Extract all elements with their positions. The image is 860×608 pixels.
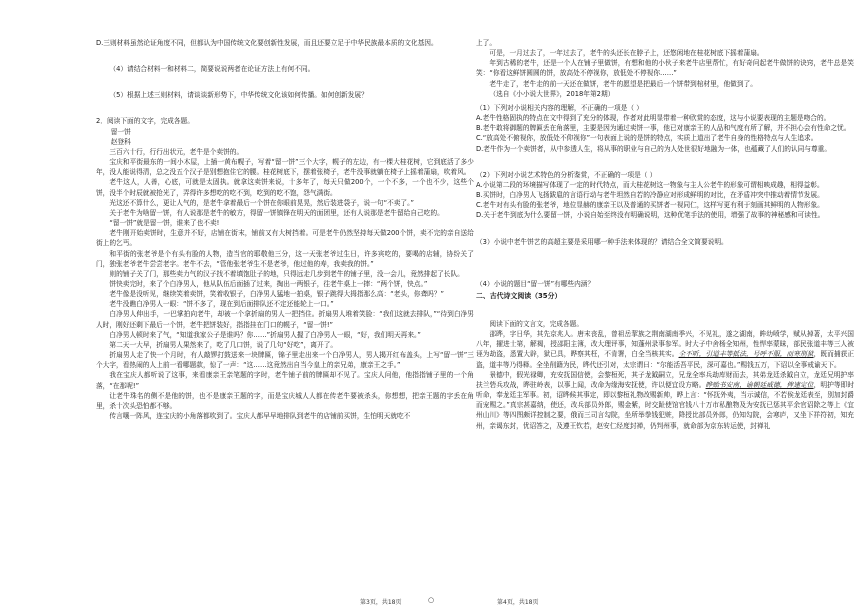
answer-space: [476, 247, 854, 263]
paragraph: “留一饼”就是留一饼，谁来了也不卖!: [109, 219, 220, 228]
paragraph: C.老牛对有头有脸的张老爷，地位显赫的康亲王以及普通的买饼者一视同仁，这样写更有利于刻画其鲜明的人物形象。: [476, 201, 824, 210]
paragraph: 赵登科: [110, 137, 131, 146]
paragraph: 关于老牛为啥留一饼，有人说那是老牛的敏方，得留一饼镇锋在明天的面团里，还有人说那是老牛留给自己吃的。: [109, 208, 444, 217]
paragraph: 老牛这人，人善，心底，可就是太固执。就拿这卖饼来说，十多年了，每天只做200个，一个不多，一个也不少，这些个饼，没半个时辰就被抢光了，弄得许多想吃的吃不到，吃到的吃不饱，怨气满街。: [96, 178, 474, 197]
paragraph: B.买饼时，白净男人飞扬跋扈的言语行动与老牛坦然自若的冷静应对形成鲜明的对比，在矛盾冲突中推动着情节发展。: [476, 191, 824, 200]
paragraph: C.“放高处不俯视你，放低处不仰视你”一句表面上说的是饼的特点，实质上道出了老牛自身的性格特点与人生追求。: [476, 134, 818, 143]
answer-space: [96, 100, 474, 116]
paragraph: D.关于老牛到底为什么要留一饼，小说自始至终没有明确说明，这种优笔手法的使用，增强了故事的神秘感和可读性。: [476, 211, 825, 220]
paragraph: 留一饼: [110, 127, 131, 136]
paragraph: 老牛像是没听见，继续笑着卖饼，笑着收银子，白净男人猛地一拍桌，银子跳得大拇指那么高：“老头，你聋吗？”: [109, 290, 445, 299]
paragraph: 三百六十行，行行出状元，老牛是个卖饼的。: [109, 147, 244, 156]
paragraph: （4）小说的题目“留一饼”有哪些内涵？: [476, 279, 595, 288]
paragraph: 宝庆和平街最东的一间小木屋，上插一黄布幌子，写着“留一饼”三个大字，幌子的左边，有一棵大桂花树，它到底活了多少年，没人能说得清，总之没五个汉子是别想抱住它的腰。桂花树底下，摆着张椅子，老牛没事就躺在椅子上摇着蒲扇，吹着风。: [96, 158, 474, 177]
paragraph: 年到古稀的老牛，还是一个人在铺子里做饼，有想和他的小伙子来老牛店里帮忙，有好奇问起老牛做饼的诀窍，老牛总是笑笑：“你看这鲜饼圆圆的饼，放高处不停视你，放低处不停视你……”: [476, 59, 854, 78]
paragraph: 景德中，假光禄卿，充安抚国信使，会黎桓死，其子龙鉞嗣立，兄龙全率兵劫库财而去，其弟龙廷杀鉞自立，龙廷兄明护率扶兰砦兵攻战，晔驻岭表，以事上闻，改命为缘海安抚使，许以便宜设方略。晔贻书安南，谕朝廷威德，俾速定位，明护等即时听命，奉龙廷主军事。初，诏晔候其事定，即以黎桓礼物改赐新帅，晔上言：“怀抚外夷，当示诚信，不若俟龙廷表至，别加封爵而宠赐之。”真宗甚嘉纳，使还，改兵部员外郎，赐金紫，时交趾使馆官钱八十万市私酿物及为安抚已惩其平余官诏除之等上《宜州山川》等四图颇详控制之要，俄而三司言勾院，坐所举拳钱犯赃，降授比部员外郎，仍知勾院，会寒庐，又坐下祥符初，知充州，亲谒东封，优诏答之，及遵王钦若，赵安仁经度封禅，仍判州事，就命部为京东转运使，封禅礼: [476, 370, 855, 430]
paragraph: 老牛没瞧白净男人一眼：“饼不多了，现在到后面排队还不定还能轮上一口。”: [109, 300, 334, 309]
paragraph: 老牛刚开始卖饼时，生意并不好，店铺在街末，铺前又有大树挡着。可是老牛仍然坚持每天做200个饼，卖不完的亲自送给街上的乞丐。: [96, 229, 474, 248]
answer-space: [476, 263, 854, 279]
paragraph: 传言嚷一阵风，连宝庆的小角落都吹到了。宝庆人都早早地排队到老牛的店铺前买饼，生怕明天就吃不: [109, 412, 411, 420]
paragraph: 白净男人伸出手，一巴掌拍向老牛，却被一个拿折扇的男人一把挡住。折扇男人堆着笑脸：“我们这就去排队，”“待到白净男人时，刚好还剩下最后一个饼，老牛把饼装好，指指挂在门口的幌子，“留一饼!”: [96, 310, 474, 329]
left-column: [96, 38, 474, 421]
paragraph: （4）请结合材料一和材料二，简要说说两者在论证方法上有何不同。: [109, 65, 315, 74]
section-heading: 二、古代诗文阅读（35分）: [476, 291, 562, 300]
paragraph: （3）小说中老牛饼艺的高超主要是采用哪一种手法来体现的？请结合全文简要说明。: [476, 237, 728, 246]
answer-space: [96, 48, 474, 64]
paragraph: （5）根据上述三则材料，请谈谈新形势下，中华传统文化该如何传播。如何创新发展？: [109, 91, 368, 100]
paragraph: 光这还不算什么，更让人气的，是老牛拿着最后一个饼在你眼前晃晃，然后装进袋子，说一句“不卖了。”: [109, 198, 414, 207]
answer-space: [476, 303, 854, 319]
paragraph: 第二天一大早，折扇男人果然来了，吃了几口饼，说了几句“好吃”，离开了。: [109, 340, 338, 349]
paragraph: 折扇男人走了快一个月时，有人敲锣打鼓送来一块牌匾，锦子里走出来一个白净男人，男人揭开红布盖头，上写“留一饼”三个大字，看热闹的人上前一看哪题款，惊了一声：“这……这竟然出自当今皇上的亲兄弟，康亲王之手。”: [96, 351, 474, 370]
page-number-right: 第4页，共18页: [497, 599, 539, 606]
paragraph: 让老牛珠名的侧不是他的饼，也不是康亲王题的字，而是宝庆城人人都在传老牛要被杀头，你想想，把亲王题的字丢在角里，杀十次头恐怕都不够。: [96, 391, 474, 410]
paragraph: 邵晔，字日华，其先京兆人。唐末丧乱，曾祖岳挈族之荆南湖南季兴，不见礼，遂之湖南，眸幼喷学，赋从掉著，太平兴国八年，擢进士第，解褐，授邵阳主簿，改大理评事，知蓬州录事参军。时大子中舍杨全知州，性悍率蒙昧，部民张道丰等三人被诬为劫盗，悉置大辟，狱已具，晔察其枉，不肯署，白全当核其实。全不听，引道丰等抵法，号呼不服，而寒刑狱，既而捕获正盗，道丰等乃得释。全坐削籍为民，晔代还引对，太宗谓曰：“尔能活吾平民，深可嘉也。”赐钱五万，下诏以全事戒谕天下。: [476, 330, 855, 369]
paragraph: （选自《小小说大世界》，2018年第2期）: [489, 89, 615, 98]
paragraph: 和平街的张老爷是个有头有脸的人物，造当官的耶敬他三分，这一天张老爷过生日，许多宾吃的，要喝的店辅，协纷关了门，独张老爷老牛尝尝老字。老牛不去，“管他张老爷生不是老爷，他过他的寿，我卖我的饼。”: [96, 249, 474, 268]
paragraph: （1）下列对小说相关内容的理解，不正确的一项是（ ）: [476, 103, 643, 112]
paragraph: 上了。: [476, 39, 497, 47]
page-number-left: 第3页，共18页: [360, 599, 402, 606]
answer-space: [476, 154, 854, 170]
paragraph: 2．阅读下面的文字，完成各题。: [96, 117, 194, 126]
paragraph: （2）下列对小说艺术特色的分析鉴赏，不正确的一项是（ ）: [476, 170, 657, 179]
paragraph: 老牛走了，老牛走的前一天还在做饼，老牛的愿望是把最后一个饼带到棺材里，他做到了。: [489, 79, 757, 88]
right-column: [476, 38, 854, 431]
paragraph: 则的铺子关了门，那些卖力气的汉子找不着填饱肚子的地，只得远走几步到老牛的铺子里，没一会儿，竟然排起了长队。: [109, 269, 464, 278]
paragraph: 阅读下面的文言文，完成各题。: [489, 319, 584, 328]
paragraph: 饼快卖完时，来了个白净男人，他从队伍后面插了过来，掏出一两银子，往老牛桌上一摔：“两个饼，快点。”: [109, 279, 428, 288]
paragraph: 我在宝庆人都听说了这事，来看康亲王亲笔题的字时，老牛铺子前的牌匾却不见了。宝庆人问他，他指指铺子里的一个角落，“在那呢!”: [96, 371, 474, 390]
paragraph: 可是，一月过去了，一年过去了，老牛的头还长在脖子上，还悠闲地在桂花树底下摇着蒲扇。: [489, 49, 764, 58]
paragraph: A.老牛性格固执的特点在文中得到了充分的体现，作者对此明显带着一种欣赏的态度，这与小说要表现的主题是吻合的。: [476, 114, 831, 123]
binding-hole-icon: ○: [428, 596, 435, 604]
answer-space: [476, 221, 854, 237]
paragraph: 白净男人顿时来了气，“知道我家公子是谁吗？你……”折扇男人握了白净男人一眼，“好，我们明天再来。”: [109, 330, 421, 339]
paragraph: A.小说第二段的环境描写体现了一定的时代特点，而大桂花树这一物象与主人公老牛的形象可谓相映成趣，相得益彰。: [476, 180, 824, 189]
paragraph: B.老牛敢将御题的牌匾丢在角落里，主要是因为通过卖饼一事，他已对康亲王的人品和气度有所了解，并不担心会有性命之忧。: [476, 124, 851, 133]
paragraph: D.老牛作为一个卖饼者，从中参透人生，将从事的职业与自己的为人处世很好地融为一体，也蕴藏了人们的认同与尊重。: [476, 144, 832, 153]
paragraph: D.三则材料虽然论证角度不同，但都认为中国传统文化要创新性发展，而且还要立足于中华民族最本质的文化基因。: [96, 39, 438, 47]
answer-space: [96, 74, 474, 90]
